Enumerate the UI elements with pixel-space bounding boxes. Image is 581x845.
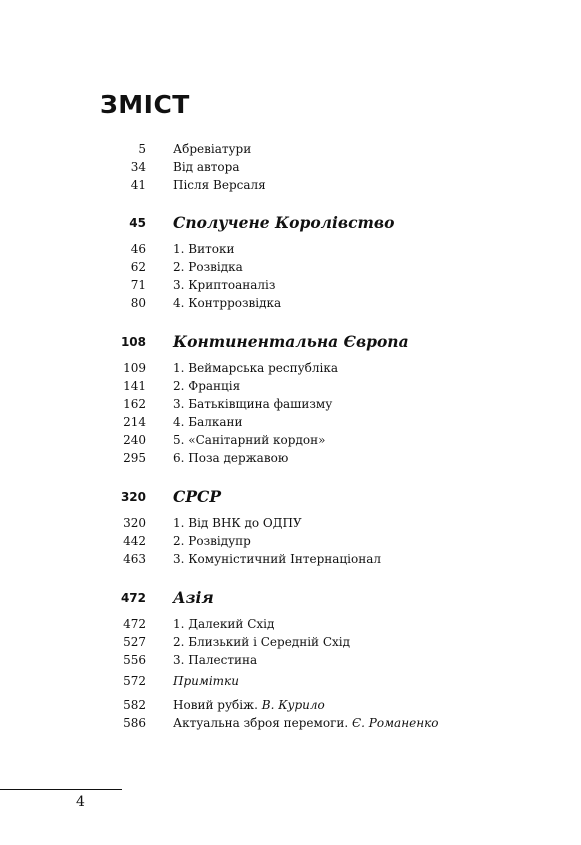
toc-page-number: 320 xyxy=(123,516,146,530)
toc-page-number: 472 xyxy=(123,617,146,631)
toc-page-number: 45 xyxy=(129,216,146,230)
toc-page-number: 214 xyxy=(123,415,146,429)
toc-entry-label: Від автора xyxy=(173,160,240,174)
toc-entry-label: 3. Криптоаналіз xyxy=(173,278,276,292)
toc-page-number: 71 xyxy=(130,278,146,292)
toc-entry[interactable] xyxy=(0,240,581,258)
toc-page-number: 141 xyxy=(123,379,146,393)
toc-section-title: СРСР xyxy=(173,487,221,506)
toc-entry-label: 4. Балкани xyxy=(173,415,243,429)
toc-page-number: 5 xyxy=(138,142,146,156)
toc-page-number: 527 xyxy=(123,635,146,649)
toc-entry-label: 3. Палестина xyxy=(173,653,258,667)
toc-page-number: 109 xyxy=(123,361,146,375)
toc-page-number: 463 xyxy=(123,552,146,566)
toc-page-number: 162 xyxy=(123,397,146,411)
toc-page-number: 572 xyxy=(123,674,146,688)
toc-section-title: Азія xyxy=(173,588,214,607)
toc-entry[interactable] xyxy=(0,514,581,532)
toc-page-number: 320 xyxy=(120,490,146,504)
toc-page-number: 582 xyxy=(123,698,146,712)
toc-section-heading[interactable] xyxy=(0,485,581,509)
toc-page-number: 240 xyxy=(123,433,146,447)
toc-section-heading[interactable] xyxy=(0,211,581,235)
toc-entry[interactable] xyxy=(0,258,581,276)
toc-entry[interactable] xyxy=(0,359,581,377)
toc-page-number: 46 xyxy=(130,242,146,256)
toc-entry-notes[interactable] xyxy=(0,672,581,690)
toc-entry-label: 1. Веймарська республіка xyxy=(173,361,338,375)
toc-entry[interactable] xyxy=(0,449,581,467)
toc-entry-label: 3. Комуністичний Інтернаціонал xyxy=(173,552,381,566)
toc-entry-title: Актуальна зброя перемоги. xyxy=(173,716,349,730)
toc-entry[interactable] xyxy=(0,276,581,294)
toc-entry-label: Після Версаля xyxy=(173,178,266,192)
toc-entry[interactable] xyxy=(0,294,581,312)
toc-entry[interactable] xyxy=(0,140,581,158)
toc-entry-author: В. Курило xyxy=(261,698,325,712)
toc-entry[interactable] xyxy=(0,532,581,550)
toc-entry[interactable] xyxy=(0,176,581,194)
toc-entry[interactable] xyxy=(0,633,581,651)
footer-rule xyxy=(0,789,122,790)
toc-entry-label xyxy=(173,696,325,714)
toc-entry-label: 1. Далекий Схід xyxy=(173,617,275,631)
toc-entry[interactable] xyxy=(0,413,581,431)
toc-page-number: 80 xyxy=(130,296,146,310)
toc-section-title: Континентальна Європа xyxy=(173,332,409,351)
toc-entry[interactable] xyxy=(0,696,581,714)
toc-entry-label: 2. Розвідупр xyxy=(173,534,251,548)
page-title: ЗМІСТ xyxy=(100,90,190,119)
toc-page-number: 108 xyxy=(120,335,146,349)
toc-entry-label: Примітки xyxy=(173,674,239,688)
toc-entry-label: 1. Від ВНК до ОДПУ xyxy=(173,516,302,530)
toc-entry-label: 1. Витоки xyxy=(173,242,235,256)
toc-entry[interactable] xyxy=(0,158,581,176)
toc-section-heading[interactable] xyxy=(0,330,581,354)
toc-entry[interactable] xyxy=(0,395,581,413)
toc-entry-label: 4. Контррозвідка xyxy=(173,296,282,310)
toc-entry-label: 2. Розвідка xyxy=(173,260,243,274)
toc-entry-label: 5. «Санітарний кордон» xyxy=(173,433,326,447)
toc-entry-label: 2. Близький і Середній Схід xyxy=(173,635,351,649)
toc-entry[interactable] xyxy=(0,431,581,449)
toc-page-number: 472 xyxy=(120,591,146,605)
toc-entry[interactable] xyxy=(0,550,581,568)
toc-entry[interactable] xyxy=(0,714,581,732)
toc-entry[interactable] xyxy=(0,377,581,395)
toc-entry-label: 3. Батьківщина фашизму xyxy=(173,397,333,411)
toc-entry-label: 2. Франція xyxy=(173,379,241,393)
toc-page-number: 62 xyxy=(130,260,146,274)
toc-entry-label: 6. Поза державою xyxy=(173,451,289,465)
toc-page-number: 41 xyxy=(130,178,146,192)
toc-section-heading[interactable] xyxy=(0,586,581,610)
toc-entry-author: Є. Романенко xyxy=(352,716,439,730)
toc-entry-label xyxy=(173,714,439,732)
toc-page-number: 586 xyxy=(123,716,146,730)
toc-page-number: 295 xyxy=(123,451,146,465)
toc-entry[interactable] xyxy=(0,651,581,669)
page-number: 4 xyxy=(76,794,85,810)
toc-page-number: 34 xyxy=(130,160,146,174)
toc-entry-title: Новий рубіж. xyxy=(173,698,258,712)
toc-section-title: Сполучене Королівство xyxy=(173,213,395,232)
toc-page-number: 442 xyxy=(123,534,146,548)
toc-page-number: 556 xyxy=(123,653,146,667)
toc-entry[interactable] xyxy=(0,615,581,633)
toc-entry-label: Абревіатури xyxy=(173,142,252,156)
